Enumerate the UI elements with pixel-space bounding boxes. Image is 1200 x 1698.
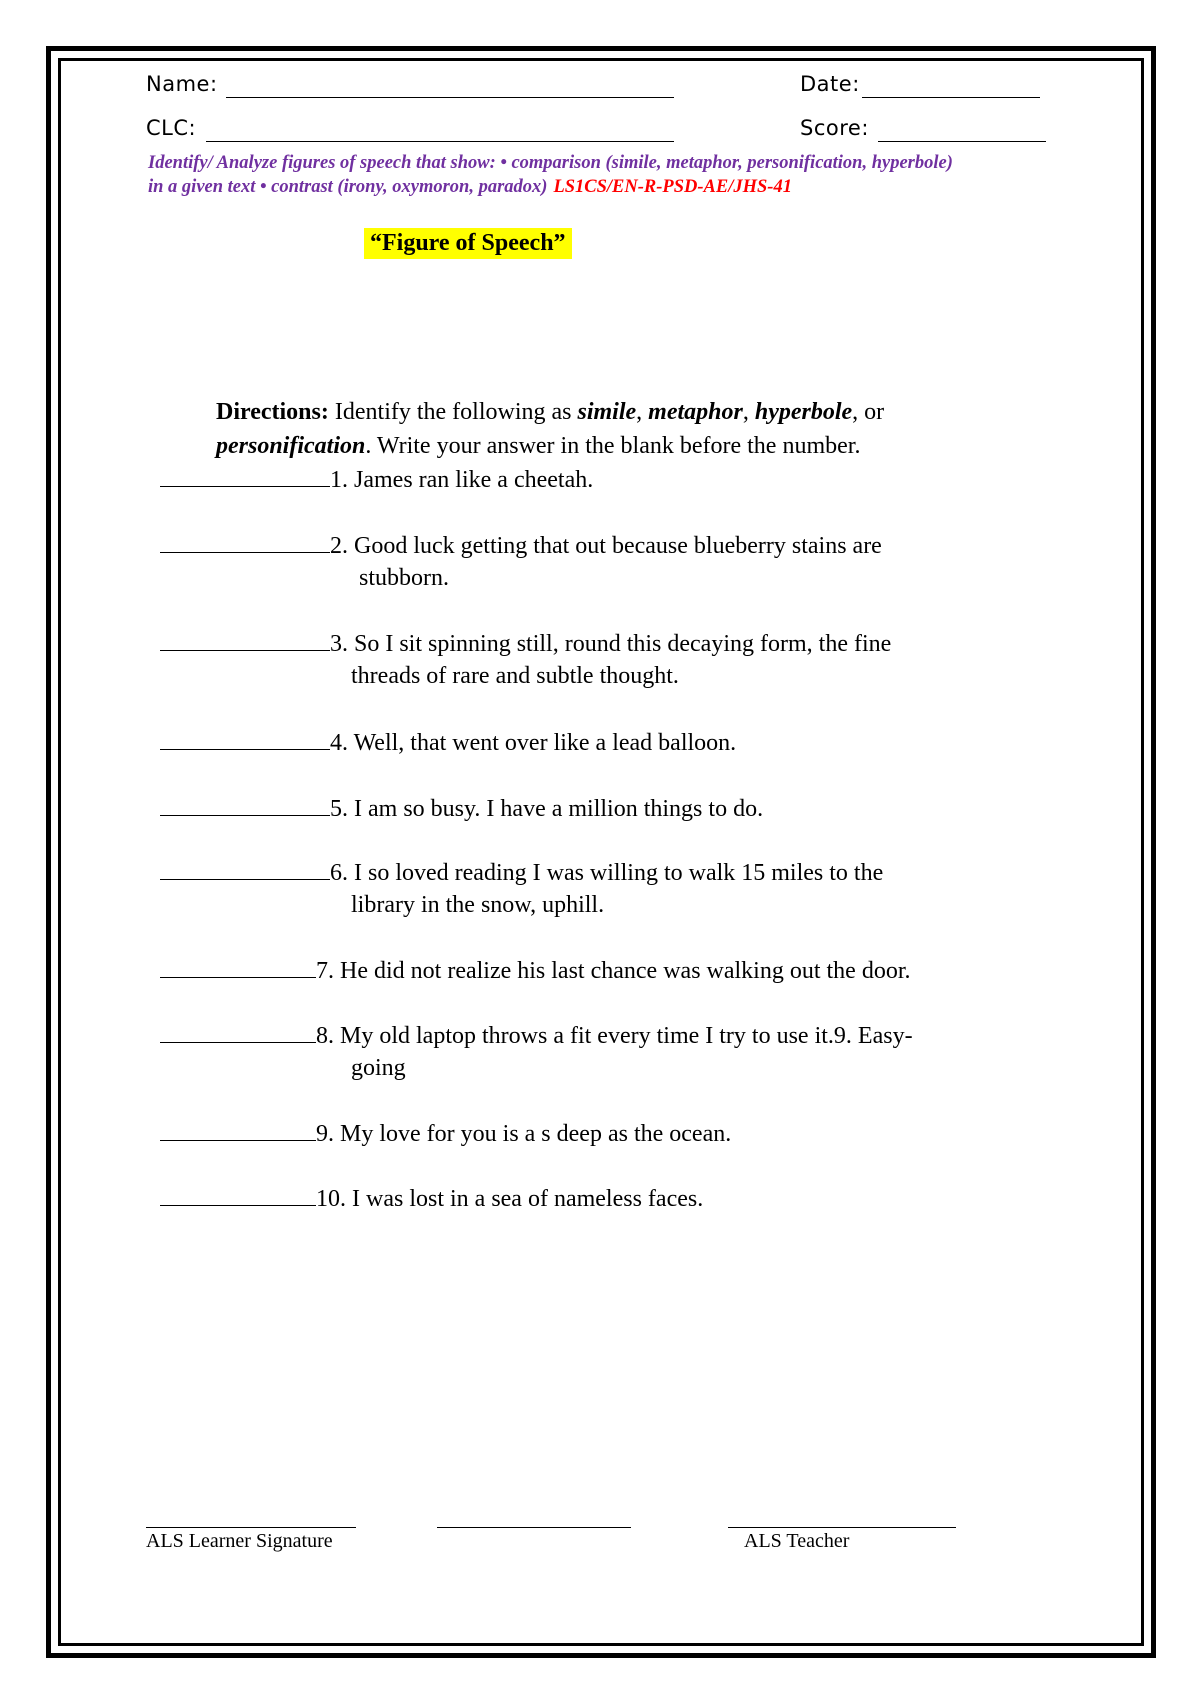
answer-blank-1[interactable] (160, 466, 330, 487)
item-text: I am so busy. I have a million things to do. (348, 796, 764, 822)
item-text: Well, that went over like a lead balloon. (348, 730, 737, 756)
item-text: James ran like a cheetah. (348, 467, 594, 493)
answer-blank-8[interactable] (160, 1022, 316, 1043)
name-label: Name: (146, 72, 218, 96)
score-label: Score: (800, 116, 869, 140)
directions-sep: , (742, 399, 755, 425)
learning-competency (148, 151, 968, 199)
list-item (160, 857, 883, 921)
item-number: 9. (316, 1121, 334, 1147)
directions-label: Directions: (216, 399, 329, 425)
teacher-signature-line[interactable] (728, 1527, 956, 1528)
item-number: 1. (330, 467, 348, 493)
term-simile: simile (577, 399, 637, 425)
teacher-signature-label: ALS Teacher (744, 1530, 850, 1552)
directions-sep: , (636, 399, 649, 425)
item-number: 5. (330, 796, 348, 822)
directions-sep: , or (852, 399, 885, 425)
item-number: 7. (316, 958, 334, 984)
directions (216, 395, 1036, 463)
answer-blank-3[interactable] (160, 630, 330, 651)
date-field[interactable] (862, 97, 1040, 98)
list-item (160, 464, 593, 496)
competency-text: Identify/ Analyze figures of speech that show: • comparison (simile, metaphor, personification, hyperbole) in a given text • contrast (irony, oxymoron, paradox) (148, 153, 953, 197)
item-number: 3. (330, 631, 348, 657)
item-text: My love for you is a s deep as the ocean. (334, 1121, 732, 1147)
answer-blank-10[interactable] (160, 1185, 316, 1206)
item-text: He did not realize his last chance was walking out the door. (334, 958, 911, 984)
term-hyperbole: hyperbole (754, 399, 853, 425)
clc-field[interactable] (206, 141, 674, 142)
item-number: 4. (330, 730, 348, 756)
list-item (160, 793, 763, 825)
item-number: 8. (316, 1023, 334, 1049)
learner-signature-line[interactable] (146, 1527, 356, 1528)
competency-code: LS1CS/EN-R-PSD-AE/JHS-41 (553, 177, 792, 197)
name-field[interactable] (226, 97, 674, 98)
middle-signature-line[interactable] (437, 1527, 631, 1528)
answer-blank-6[interactable] (160, 859, 330, 880)
item-text: Good luck getting that out because blueberry stains are (348, 533, 882, 559)
list-item (160, 628, 891, 692)
page-border-inner (58, 58, 1144, 1646)
directions-intro: Identify the following as (328, 399, 578, 425)
worksheet-title: “Figure of Speech” (364, 228, 572, 259)
item-number: 2. (330, 533, 348, 559)
item-text: My old laptop throws a fit every time I try to use it.9. Easy- (334, 1023, 913, 1049)
answer-blank-5[interactable] (160, 795, 330, 816)
score-field[interactable] (878, 141, 1046, 142)
list-item (160, 1020, 913, 1084)
list-item (160, 1118, 731, 1150)
answer-blank-4[interactable] (160, 729, 330, 750)
item-text-continued: library in the snow, uphill. (351, 892, 605, 918)
term-metaphor: metaphor (648, 399, 743, 425)
item-text: I was lost in a sea of nameless faces. (346, 1186, 704, 1212)
item-number: 6. (330, 860, 348, 886)
item-text: So I sit spinning still, round this decaying form, the fine (348, 631, 892, 657)
date-label: Date: (800, 72, 860, 96)
term-personification: personification (216, 433, 366, 459)
item-text-continued: stubborn. (359, 565, 449, 591)
item-text-continued: threads of rare and subtle thought. (351, 663, 679, 689)
item-text: I so loved reading I was willing to walk 15 miles to the (348, 860, 884, 886)
answer-blank-7[interactable] (160, 957, 316, 978)
list-item (160, 727, 736, 759)
item-text-continued: going (351, 1055, 406, 1081)
clc-label: CLC: (146, 116, 197, 140)
list-item (160, 955, 911, 987)
item-number: 10. (316, 1186, 346, 1212)
directions-outro: . Write your answer in the blank before the number. (365, 433, 861, 459)
list-item (160, 1183, 703, 1215)
list-item (160, 530, 882, 594)
answer-blank-2[interactable] (160, 532, 330, 553)
learner-signature-label: ALS Learner Signature (146, 1530, 333, 1552)
answer-blank-9[interactable] (160, 1120, 316, 1141)
